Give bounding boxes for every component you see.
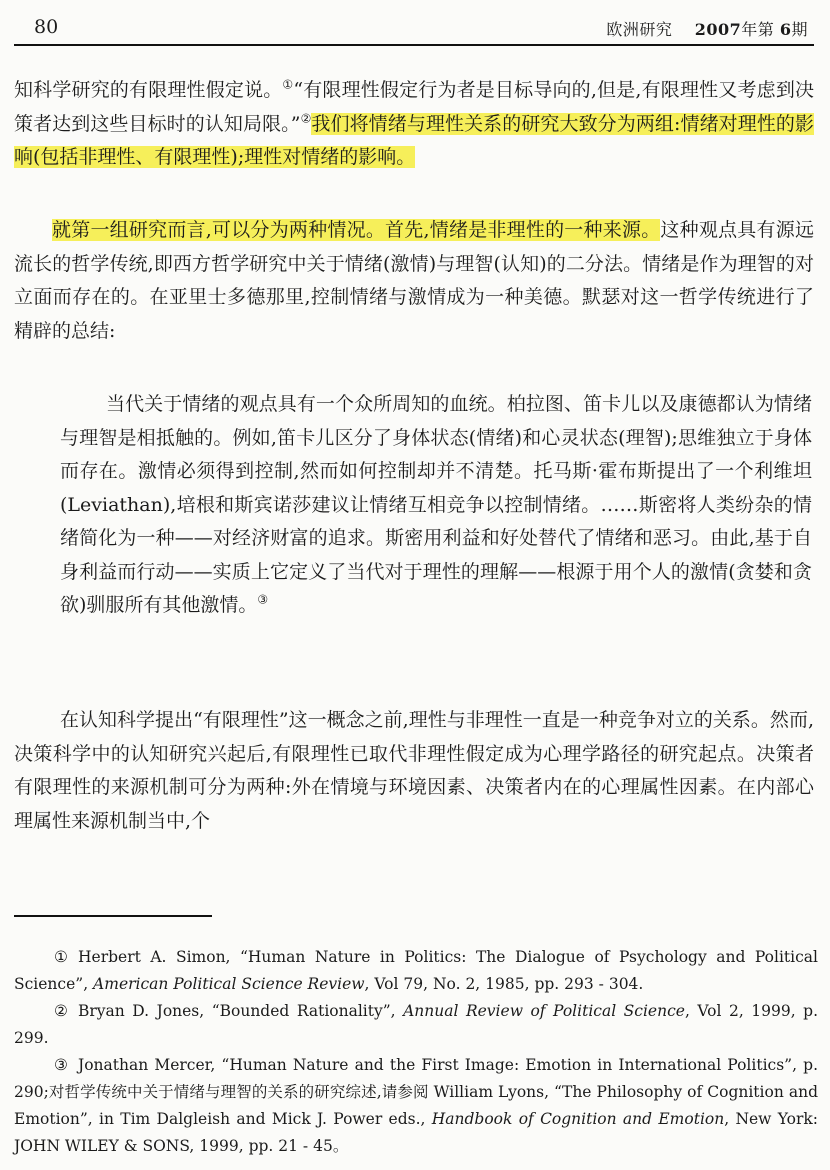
highlight: 我们将情绪与理性关系的研究大致分为两组:情绪对理性的影响(包括非理性、有限理性);理性对情绪的影响。 <box>14 112 815 168</box>
footnotes <box>14 944 818 1160</box>
footnote-1: ① Herbert A. Simon, “Human Nature in Politics: The Dialogue of Psychology and Political Science”, American Political Science Review, Vol 79, No. 2, 1985, pp. 293 - 304. <box>14 948 818 993</box>
footnote-divider <box>14 915 212 917</box>
page-number: 80 <box>34 16 59 38</box>
footnote-ref-1[interactable]: ① <box>282 77 294 92</box>
paragraph-1: 知科学研究的有限理性假定说。①“有限理性假定行为者是目标导向的,但是,有限理性又考虑到决策者达到这些目标时的认知局限。”②我们将情绪与理性关系的研究大致分为两组:情绪对理性的影响(包括非理性、有限理性);理性对情绪的影响。 <box>14 77 815 168</box>
highlight: 就第一组研究而言,可以分为两种情况。 <box>52 219 386 241</box>
footnote-2: ② Bryan D. Jones, “Bounded Rationality”, Annual Review of Political Science, Vol 2, 1999, p. 299. <box>14 1002 818 1047</box>
footnote-ref-3[interactable]: ③ <box>257 592 269 607</box>
footnote-3: ③ Jonathan Mercer, “Human Nature and the First Image: Emotion in International Politics”, p. 290;对哲学传统中关于情绪与理智的关系的研究综述,请参阅 William Lyons, “The Philosophy of Cognition and Emotion”, in Tim Dalgleish and Mick J. Power eds., Handbook of Cognition and Emotion, New York: JOHN WILEY & SONS, 1999, pp. 21 - 45。 <box>14 1056 818 1155</box>
footnote-ref-2[interactable]: ② <box>300 111 312 126</box>
paragraph-2: 就第一组研究而言,可以分为两种情况。首先,情绪是非理性的一种来源。这种观点具有源远流长的哲学传统,即西方哲学研究中关于情绪(激情)与理智(认知)的二分法。情绪是作为理智的对立面而存在的。在亚里士多德那里,控制情绪与激情成为一种美德。默瑟对这一哲学传统进行了精辟的总结: <box>14 219 814 342</box>
paragraph-3: 在认知科学提出“有限理性”这一概念之前,理性与非理性一直是一种竞争对立的关系。然而,决策科学中的认知研究兴起后,有限理性已取代非理性假定成为心理学路径的研究起点。决策者有限理性的来源机制可分为两种:外在情境与环境因素、决策者内在的心理属性因素。在内部心理属性来源机制当中,个 <box>14 709 814 832</box>
journal-title: 欧洲研究 2007年第 6期 <box>606 20 808 39</box>
highlight: 首先,情绪是非理性的一种来源。 <box>385 219 661 241</box>
block-quote: 当代关于情绪的观点具有一个众所周知的血统。柏拉图、笛卡儿以及康德都认为情绪与理智是相抵触的。例如,笛卡儿区分了身体状态(情绪)和心灵状态(理智);思维独立于身体而存在。激情必须得到控制,然而如何控制却并不清楚。托马斯·霍布斯提出了一个利维坦(Leviathan),培根和斯宾诺莎建议让情绪互相竞争以控制情绪。……斯密将人类纷杂的情绪简化为一种——对经济财富的追求。斯密用利益和好处替代了情绪和恶习。由此,基于自身利益而行动——实质上它定义了当代对于理性的理解——根源于用个人的激情(贪婪和贪欲)驯服所有其他激情。③ <box>60 393 812 616</box>
running-header <box>14 10 814 46</box>
